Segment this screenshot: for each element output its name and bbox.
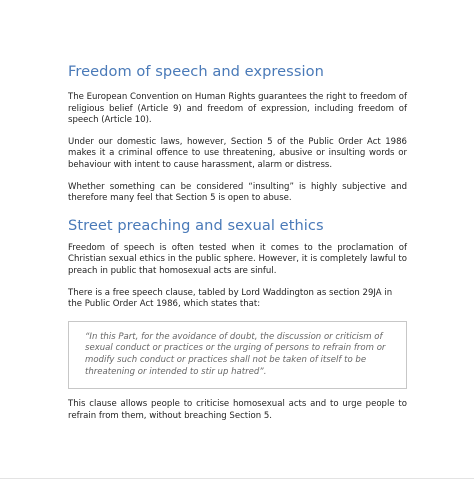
paragraph-insulting: Whether something can be considered “insulting” is highly subjective and therefore many feel that Section 5 is open to abuse. — [68, 181, 407, 204]
paragraph-section-5: Under our domestic laws, however, Section 5 of the Public Order Act 1986 makes it a criminal offence to use threatening, abusive or insulting words or behaviour with intent to cause harassment, alarm or distress. — [68, 136, 407, 170]
paragraph-free-speech-clause: There is a free speech clause, tabled by Lord Waddington as section 29JA in the Public Order Act 1986, which states that: — [68, 287, 393, 310]
quoted-clause: “In this Part, for the avoidance of doubt, the discussion or criticism of sexual conduct or practices or the urging of persons to refrain from or modify such conduct or practices shall not be taken of itself to be threatening or intended to stir up hatred”. — [68, 321, 407, 389]
paragraph-freedom-tested: Freedom of speech is often tested when it comes to the proclamation of Christian sexual ethics in the public sphere. However, it is completely lawful to preach in public that homosexual acts are sinful. — [68, 242, 407, 276]
paragraph-echr: The European Convention on Human Rights guarantees the right to freedom of religious belief (Article 9) and freedom of expression, including freedom of speech (Article 10). — [68, 92, 407, 126]
document-content — [68, 62, 407, 432]
page-bottom-divider — [0, 478, 474, 479]
section-heading-freedom-of-speech: Freedom of speech and expression — [68, 63, 324, 80]
section-heading-street-preaching: Street preaching and sexual ethics — [68, 216, 324, 234]
paragraph-clause-allows: This clause allows people to criticise homosexual acts and to urge people to refrain from them, without breaching Section 5. — [68, 399, 407, 421]
